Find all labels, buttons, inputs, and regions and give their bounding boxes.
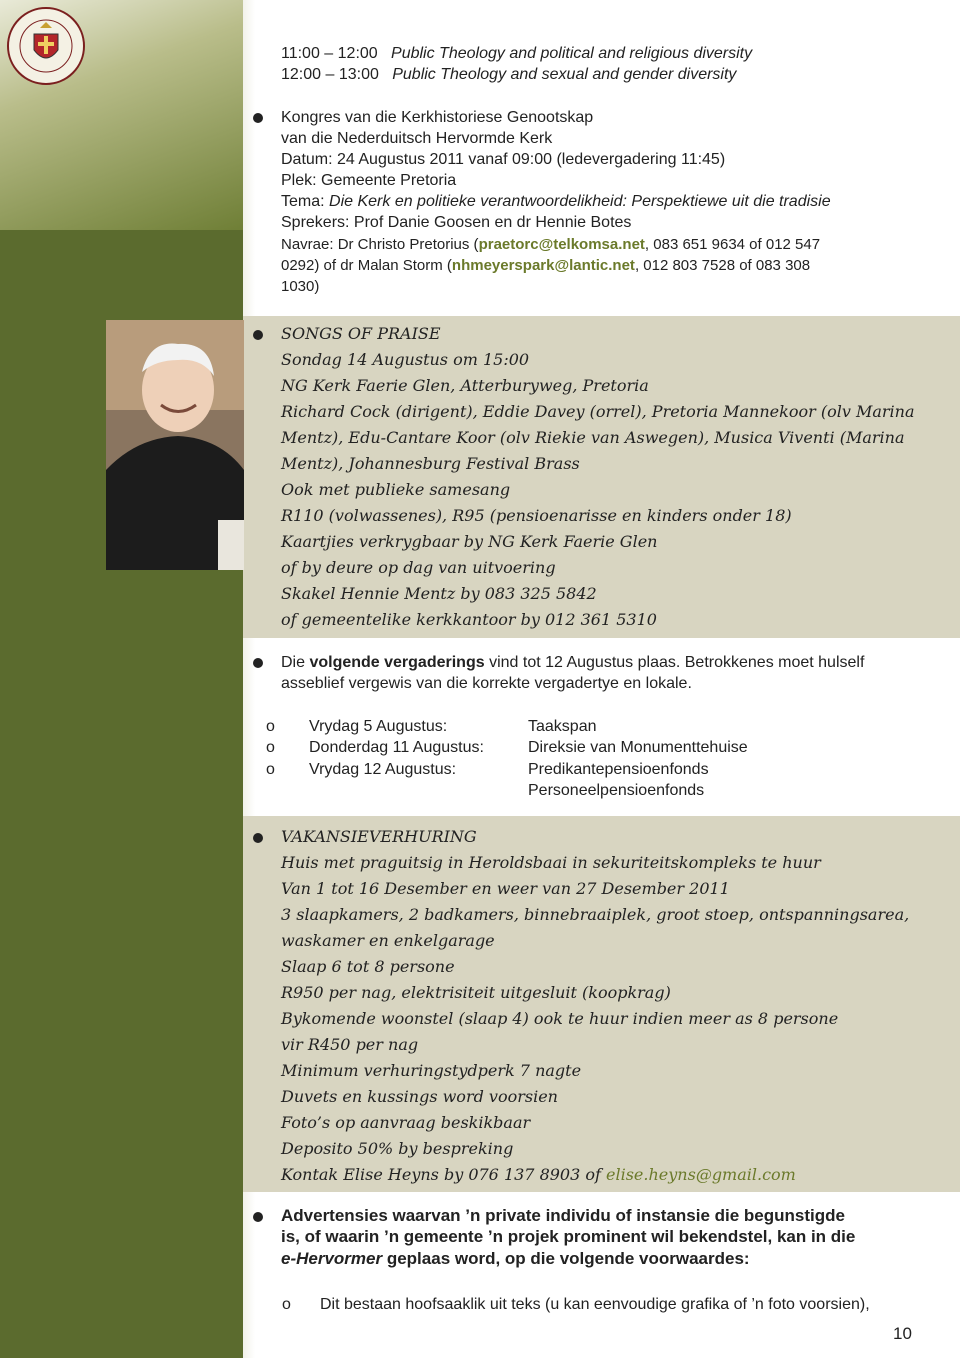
vakansie-line: Slaap 6 tot 8 persone	[281, 957, 455, 976]
kongres-navrae: 1030)	[281, 278, 320, 295]
songs-line: Mentz), Edu-Cantare Koor (olv Riekie van Aswegen), Musica Viventi (Marina	[281, 428, 905, 447]
vakansie-line: Foto’s op aanvraag beskikbaar	[281, 1113, 531, 1132]
kongres-datum: Datum: 24 Augustus 2011 vanaf 09:00 (ledevergadering 11:45)	[281, 151, 726, 168]
vakansie-line: Van 1 tot 16 Desember en weer van 27 Desember 2011	[281, 879, 730, 898]
conductor-photo	[106, 320, 244, 570]
songs-line: Ook met publieke samesang	[281, 480, 511, 499]
meeting-body: Direksie van Monumenttehuise	[528, 739, 748, 756]
schedule-row: 12:00 – 13:00 Public Theology and sexual and gender diversity	[281, 66, 737, 83]
vakansie-line: Duvets en kussings word voorsien	[281, 1087, 558, 1106]
meeting-body: Predikantepensioenfonds	[528, 761, 709, 778]
meeting-date: Donderdag 11 Augustus:	[309, 739, 484, 756]
vakansie-line: Bykomende woonstel (slaap 4) ook te huur indien meer as 8 persone	[281, 1009, 839, 1028]
songs-line: Sondag 14 Augustus om 15:00	[281, 350, 530, 369]
adverts-line: e-Hervormer geplaas word, op die volgende voorwaardes:	[281, 1249, 750, 1268]
songs-line: of by deure op dag van uitvoering	[281, 558, 556, 577]
bullet	[253, 113, 263, 123]
meetings-intro: Die volgende vergaderings vind tot 12 Augustus plaas. Betrokkenes moet hulself	[281, 654, 865, 671]
church-seal-logo	[6, 6, 86, 86]
meeting-body: Taakspan	[528, 718, 597, 735]
vakansie-line: Deposito 50% by bespreking	[281, 1139, 514, 1158]
songs-line: Kaartjies verkrygbaar by NG Kerk Faerie Glen	[281, 532, 658, 551]
adverts-sub: Dit bestaan hoofsaaklik uit teks (u kan eenvoudige grafika of ’n foto voorsien),	[320, 1296, 870, 1313]
kongres-line1: Kongres van die Kerkhistoriese Genootskap	[281, 109, 594, 126]
adverts-line: Advertensies waarvan ’n private individu of instansie die begunstigde	[281, 1206, 845, 1225]
meeting-row: o	[266, 761, 275, 778]
bullet	[253, 1212, 263, 1222]
songs-line: Mentz), Johannesburg Festival Brass	[281, 454, 580, 473]
songs-line: R110 (volwassenes), R95 (pensioenarisse en kinders onder 18)	[281, 506, 792, 525]
meetings-intro: asseblief vergewis van die korrekte vergadertye en lokale.	[281, 675, 692, 692]
vakansie-title: VAKANSIEVERHURING	[281, 827, 477, 846]
songs-line: NG Kerk Faerie Glen, Atterburyweg, Pretoria	[281, 376, 649, 395]
kongres-sprekers: Sprekers: Prof Danie Goosen en dr Hennie Botes	[281, 214, 632, 231]
songs-line: of gemeentelike kerkkantoor by 012 361 5310	[281, 610, 657, 629]
vakansie-line: waskamer en enkelgarage	[281, 931, 495, 950]
songs-title: SONGS OF PRAISE	[281, 324, 441, 343]
adverts-line: is, of waarin ’n gemeente ’n projek prominent wil bekendstel, kan in die	[281, 1227, 856, 1246]
vakansie-line: vir R450 per nag	[281, 1035, 419, 1054]
vakansie-line: R950 per nag, elektrisiteit uitgesluit (koopkrag)	[281, 983, 671, 1002]
kongres-tema: Tema: Die Kerk en politieke verantwoordelikheid: Perspektiewe uit die tradisie	[281, 193, 831, 210]
songs-line: Skakel Hennie Mentz by 083 325 5842	[281, 584, 597, 603]
schedule-row: 11:00 – 12:00 Public Theology and political and religious diversity	[281, 45, 753, 62]
meeting-row: o	[266, 739, 275, 756]
vakansie-line: Minimum verhuringstydperk 7 nagte	[281, 1061, 582, 1080]
meeting-date: Vrydag 12 Augustus:	[309, 761, 457, 778]
meeting-row: o	[266, 718, 275, 735]
songs-line: Richard Cock (dirigent), Eddie Davey (orrel), Pretoria Mannekoor (olv Marina	[281, 402, 915, 421]
bullet	[253, 330, 263, 340]
kongres-navrae: Navrae: Dr Christo Pretorius (praetorc@telkomsa.net, 083 651 9634 of 012 547	[281, 236, 821, 253]
vakansie-line: Huis met praguitsig in Heroldsbaai in sekuriteitskompleks te huur	[281, 853, 821, 872]
bullet	[253, 833, 263, 843]
adverts-sub-bullet: o	[282, 1296, 291, 1313]
kongres-plek: Plek: Gemeente Pretoria	[281, 172, 457, 189]
page-number: 10	[893, 1324, 912, 1343]
meeting-body: Personeelpensioenfonds	[528, 782, 705, 799]
bullet	[253, 658, 263, 668]
meeting-date: Vrydag 5 Augustus:	[309, 718, 448, 735]
vakansie-contact: Kontak Elise Heyns by 076 137 8903 of elise.heyns@gmail.com	[281, 1165, 796, 1184]
vakansie-line: 3 slaapkamers, 2 badkamers, binnebraaiplek, groot stoep, ontspanningsarea,	[281, 905, 910, 924]
kongres-line2: van die Nederduitsch Hervormde Kerk	[281, 130, 553, 147]
kongres-navrae: 0292) of dr Malan Storm (nhmeyerspark@lantic.net, 012 803 7528 of 083 308	[281, 257, 811, 274]
email-link[interactable]: nhmeyerspark@lantic.net	[451, 257, 635, 274]
email-link[interactable]: praetorc@telkomsa.net	[478, 236, 645, 253]
email-link[interactable]: elise.heyns@gmail.com	[606, 1165, 796, 1184]
